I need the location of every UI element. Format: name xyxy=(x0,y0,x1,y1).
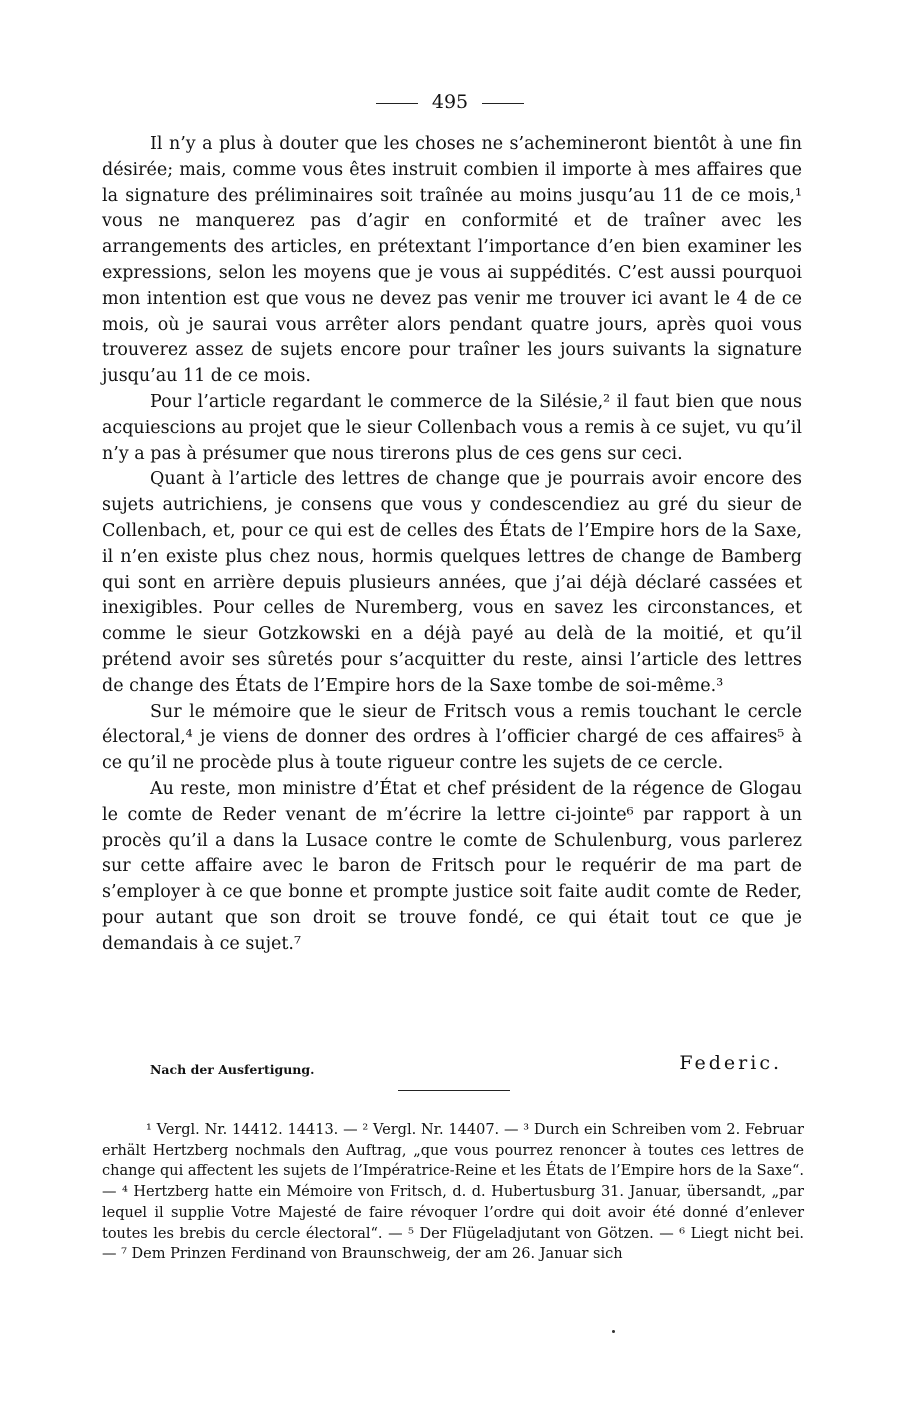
footnote-separator xyxy=(398,1090,510,1091)
header-rule-left xyxy=(376,103,418,104)
footnotes xyxy=(102,1120,804,1265)
print-speck xyxy=(612,1330,615,1333)
letter-body xyxy=(102,132,802,958)
paragraph-1: Il n’y a plus à douter que les choses ne s’achemineront bientôt à une fin désirée; mais, comme vous êtes instruit combien il importe à mes affaires que la signature des préliminaires soit traînée au moins jusqu’au 11 de ce mois,¹ vous ne manquerez pas d’agir en conformité et de traîner avec les arrangements des articles, en prétextant l’importance d’en bien examiner les expressions, selon les moyens que je vous ai suppédités. C’est aussi pourquoi mon intention est que vous ne devez pas venir me trouver ici avant le 4 de ce mois, où je saurai vous arrêter alors pendant quatre jours, après quoi vous trouverez assez de sujets encore pour traîner les jours suivants la signature jusqu’au 11 de ce mois. xyxy=(102,134,802,387)
page-header xyxy=(0,90,900,114)
signature: Federic. xyxy=(679,1052,782,1074)
paragraph-5: Au reste, mon ministre d’État et chef président de la régence de Glogau le comte de Reder venant de m’écrire la lettre ci-jointe⁶ par rapport à un procès qu’il a dans la Lusace contre le comte de Schulenburg, vous parlerez sur cette affaire avec le baron de Fritsch pour le requérir de ma part de s’employer à ce que bonne et prompte justice soit faite audit comte de Reder, pour autant que son droit se trouve fondé, ce qui était tout ce que je demandais à ce sujet.⁷ xyxy=(102,778,802,954)
page-number: 495 xyxy=(431,91,469,113)
paragraph-2: Pour l’article regardant le commerce de la Silésie,² il faut bien que nous acquiescions au projet que le sieur Collenbach vous a remis à ce sujet, vu qu’il n’y a pas à présumer que nous tirerons plus de ces gens sur ceci. xyxy=(102,391,802,464)
paragraph-3: Quant à l’article des lettres de change que je pourrais avoir encore des sujets autrichiens, je consens que vous y condescendiez au gré du sieur de Collenbach, et, pour ce qui est de celles des États de l’Empire hors de la Saxe, il n’en existe plus chez nous, hormis quelques lettres de change de Bamberg qui sont en arrière depuis plusieurs années, que j’ai déjà déclaré cassées et inexigibles. Pour celles de Nuremberg, vous en savez les circonstances, et comme le sieur Gotzkowski en a déjà payé au delà de la moitié, et qu’il prétend avoir ses sûretés pour s’acquitter du reste, ainsi l’article des lettres de change des États de l’Empire hors de la Saxe tombe de soi-même.³ xyxy=(102,469,802,696)
paragraph-4: Sur le mémoire que le sieur de Fritsch vous a remis touchant le cercle électoral,⁴ je viens de donner des ordres à l’officier chargé de ces affaires⁵ à ce qu’il ne procède plus à toute rigueur contre les sujets de ce cercle. xyxy=(102,701,802,774)
header-rule-right xyxy=(482,103,524,104)
closing-row xyxy=(102,1052,802,1082)
source-note: Nach der Ausfertigung. xyxy=(150,1062,315,1077)
footnote-text: ¹ Vergl. Nr. 14412. 14413. — ² Vergl. Nr. 14407. — ³ Durch ein Schreiben vom 2. Februar erhält Hertzberg nochmals den Auftrag, „que vous pourrez renoncer à toutes ces lettres de change qui affectent les sujets de l’Impératrice-Reine et les États de l’Empire hors de la Saxe“. — ⁴ Hertzberg hatte ein Mémoire von Fritsch, d. d. Hubertusburg 31. Januar, übersandt, „par lequel il supplie Votre Majesté de faire révoquer l’ordre qui doit avoir été donné d’enlever toutes les brebis du cercle électoral“. — ⁵ Der Flügeladjutant von Götzen. — ⁶ Liegt nicht bei. — ⁷ Dem Prinzen Ferdinand von Braunschweig, der am 26. Januar sich xyxy=(102,1122,804,1263)
